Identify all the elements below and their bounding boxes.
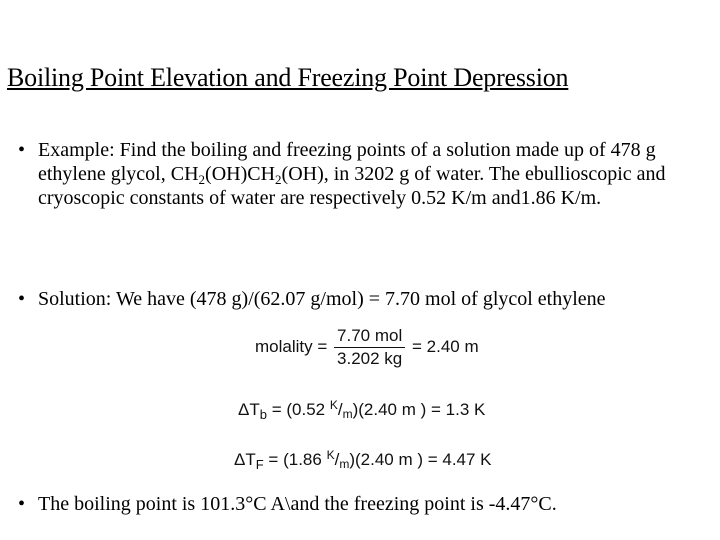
- bullet-marker: •: [18, 139, 26, 161]
- slide-title: Boiling Point Elevation and Freezing Point Depression: [7, 63, 569, 92]
- conclusion-bullet: [18, 492, 708, 516]
- bullet-marker: •: [18, 493, 26, 515]
- example-bullet: [18, 138, 708, 210]
- freezing-point-depression-equation: $\Delta T_F = (1.86$ $^K/_m)(2.40$ m ) = 4.47 K: [234, 448, 492, 472]
- example-text: Example: Find the boiling and freezing points of a solution made up of 478 g ethylene glycol, $CH_2(OH)CH_2(OH)$, in 3202 g of water. The ebullioscopic and cryoscopic constants of water are respectively 0.52 K/m and1.86 K/m.: [38, 139, 666, 209]
- bullet-marker: •: [18, 288, 26, 310]
- unit-k-per-m: $^K/_m$: [326, 448, 350, 471]
- boiling-point-elevation-equation: $\Delta T_b = (0.52$ $^K/_m)(2.40$ m ) = 1.3 K: [238, 398, 486, 422]
- solution-bullet: [18, 287, 708, 311]
- molality-numerator: 7.70 mol: [334, 325, 405, 348]
- unit-k-per-m: $^K/_m$: [329, 398, 353, 421]
- molality-fraction: [334, 325, 405, 370]
- molality-result: = 2.40 m: [411, 336, 479, 356]
- molality-label: molality =: [255, 336, 328, 356]
- molality-denominator: 3.202 kg: [337, 349, 403, 368]
- conclusion-text: The boiling point is 101.3°C A\and the freezing point is -4.47°C.: [38, 493, 557, 515]
- solution-text: Solution: We have (478 g)/(62.07 g/mol) = 7.70 mol of glycol ethylene: [38, 288, 606, 310]
- molality-equation: [255, 325, 479, 370]
